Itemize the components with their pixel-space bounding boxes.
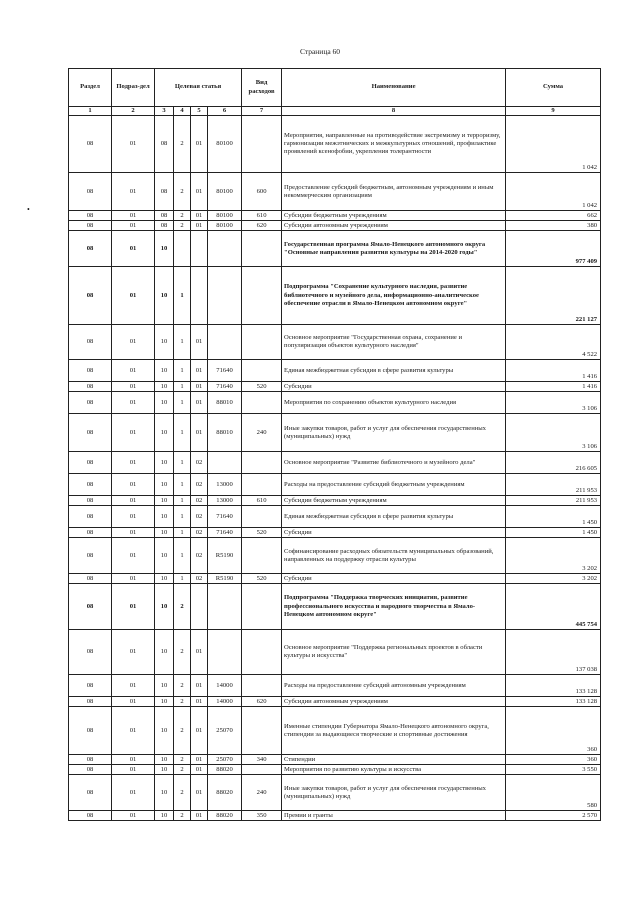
cell-direction: 71640 <box>208 382 242 392</box>
cell-direction: R5190 <box>208 574 242 584</box>
cell-event: 02 <box>191 506 208 528</box>
cell-event <box>191 231 208 267</box>
cell-sum: 3 202 <box>506 574 601 584</box>
budget-table <box>68 68 601 821</box>
cell-podrazdel: 01 <box>112 584 155 630</box>
cell-razdel: 08 <box>69 506 112 528</box>
cell-event: 01 <box>191 755 208 765</box>
cell-sum: 221 127 <box>506 267 601 325</box>
cell-name: Иные закупки товаров, работ и услуг для обеспечения государственных (муниципальных) нужд <box>282 414 506 452</box>
cell-expense-type: 600 <box>242 173 282 211</box>
cell-name: Субсидии <box>282 528 506 538</box>
cell-event: 01 <box>191 675 208 697</box>
cell-podrazdel: 01 <box>112 325 155 360</box>
cell-program: 10 <box>155 755 174 765</box>
cell-direction: 88020 <box>208 811 242 821</box>
cell-direction <box>208 452 242 474</box>
cell-sum: 445 754 <box>506 584 601 630</box>
cell-razdel: 08 <box>69 574 112 584</box>
cell-podrazdel: 01 <box>112 765 155 775</box>
cell-subprogram: 1 <box>174 392 191 414</box>
table-row <box>69 211 601 221</box>
cell-name: Единая межбюджетная субсидия в сфере развития культуры <box>282 506 506 528</box>
cell-expense-type: 240 <box>242 414 282 452</box>
cell-razdel: 08 <box>69 765 112 775</box>
cell-program: 10 <box>155 325 174 360</box>
cell-sum: 1 042 <box>506 116 601 173</box>
cell-podrazdel: 01 <box>112 414 155 452</box>
cell-expense-type: 350 <box>242 811 282 821</box>
cell-program: 10 <box>155 697 174 707</box>
cell-event: 02 <box>191 538 208 574</box>
margin-mark: • <box>27 205 30 214</box>
cell-sum: 211 953 <box>506 496 601 506</box>
cell-podrazdel: 01 <box>112 211 155 221</box>
cell-name: Субсидии автономным учреждениям <box>282 221 506 231</box>
cell-event: 01 <box>191 414 208 452</box>
table-row <box>69 697 601 707</box>
cell-razdel: 08 <box>69 211 112 221</box>
cell-sum: 360 <box>506 755 601 765</box>
cell-name: Субсидии автономным учреждениям <box>282 697 506 707</box>
cell-podrazdel: 01 <box>112 506 155 528</box>
cell-razdel: 08 <box>69 173 112 211</box>
cell-subprogram: 2 <box>174 765 191 775</box>
cell-direction: 80100 <box>208 116 242 173</box>
cell-podrazdel: 01 <box>112 360 155 382</box>
cell-subprogram: 2 <box>174 584 191 630</box>
cell-sum: 1 416 <box>506 360 601 382</box>
cell-razdel: 08 <box>69 697 112 707</box>
table-row <box>69 584 601 630</box>
cell-razdel: 08 <box>69 325 112 360</box>
column-number: 7 <box>242 107 282 116</box>
cell-name: Расходы на предоставление субсидий бюджетным учреждениям <box>282 474 506 496</box>
table-row <box>69 630 601 675</box>
cell-event: 01 <box>191 697 208 707</box>
cell-sum: 133 128 <box>506 697 601 707</box>
cell-subprogram <box>174 231 191 267</box>
table-row <box>69 775 601 811</box>
cell-program: 10 <box>155 574 174 584</box>
cell-name: Иные закупки товаров, работ и услуг для обеспечения государственных (муниципальных) нужд <box>282 775 506 811</box>
cell-direction: 25070 <box>208 755 242 765</box>
cell-direction: 80100 <box>208 221 242 231</box>
cell-subprogram: 1 <box>174 496 191 506</box>
table-row <box>69 414 601 452</box>
table-row <box>69 382 601 392</box>
column-number: 8 <box>282 107 506 116</box>
cell-name: Предоставление субсидий бюджетным, автономным учреждениям и иным некоммерческим организациям <box>282 173 506 211</box>
cell-direction: 88010 <box>208 414 242 452</box>
cell-expense-type <box>242 630 282 675</box>
cell-name: Государственная программа Ямало-Ненецкого автономного округа "Основные направления развития культуры на 2014-2020 годы" <box>282 231 506 267</box>
column-number: 2 <box>112 107 155 116</box>
cell-expense-type <box>242 392 282 414</box>
cell-program: 10 <box>155 496 174 506</box>
cell-direction: 14000 <box>208 697 242 707</box>
cell-podrazdel: 01 <box>112 267 155 325</box>
table-row <box>69 496 601 506</box>
table-row <box>69 325 601 360</box>
cell-podrazdel: 01 <box>112 173 155 211</box>
cell-program: 10 <box>155 382 174 392</box>
cell-expense-type <box>242 116 282 173</box>
cell-name: Мероприятия по развитию культуры и искусства <box>282 765 506 775</box>
cell-name: Подпрограмма "Сохранение культурного наследия, развитие библиотечного и музейного дела, информационно-аналитическое обеспечение отрасли в Ямало-Ненецком автономном округе" <box>282 267 506 325</box>
header-podrazdel: Подраз-дел <box>112 69 155 107</box>
cell-podrazdel: 01 <box>112 221 155 231</box>
cell-razdel: 08 <box>69 221 112 231</box>
cell-direction <box>208 325 242 360</box>
column-number: 3 <box>155 107 174 116</box>
cell-podrazdel: 01 <box>112 382 155 392</box>
header-target-article: Целевая статья <box>155 69 242 107</box>
cell-subprogram: 1 <box>174 574 191 584</box>
cell-direction: 14000 <box>208 675 242 697</box>
cell-expense-type: 240 <box>242 775 282 811</box>
table-row <box>69 116 601 173</box>
cell-program: 10 <box>155 528 174 538</box>
cell-expense-type <box>242 474 282 496</box>
cell-expense-type <box>242 538 282 574</box>
cell-razdel: 08 <box>69 382 112 392</box>
cell-razdel: 08 <box>69 707 112 755</box>
cell-name: Софинансирование расходных обязательств муниципальных образований, направленных на поддержку отрасли культуры <box>282 538 506 574</box>
cell-name: Премии и гранты <box>282 811 506 821</box>
table-row <box>69 811 601 821</box>
cell-direction: 71640 <box>208 528 242 538</box>
cell-razdel: 08 <box>69 392 112 414</box>
cell-event: 01 <box>191 221 208 231</box>
cell-razdel: 08 <box>69 528 112 538</box>
cell-event: 01 <box>191 325 208 360</box>
cell-name: Основное мероприятие "Поддержка региональных проектов в области культуры и искусства" <box>282 630 506 675</box>
cell-sum: 662 <box>506 211 601 221</box>
budget-rows <box>69 116 601 821</box>
cell-sum: 3 550 <box>506 765 601 775</box>
cell-event: 01 <box>191 811 208 821</box>
table-row <box>69 267 601 325</box>
cell-podrazdel: 01 <box>112 528 155 538</box>
cell-event: 01 <box>191 392 208 414</box>
cell-razdel: 08 <box>69 755 112 765</box>
cell-expense-type: 620 <box>242 221 282 231</box>
cell-program: 10 <box>155 414 174 452</box>
table-row <box>69 765 601 775</box>
cell-name: Мероприятия, направленные на противодействие экстремизму и терроризму, гармонизации межэтнических и межкультурных отношений, профилактике проявлений ксенофобии, укрепления толерантности <box>282 116 506 173</box>
cell-direction: 71640 <box>208 506 242 528</box>
cell-program: 10 <box>155 392 174 414</box>
cell-subprogram: 1 <box>174 538 191 574</box>
cell-sum: 216 605 <box>506 452 601 474</box>
cell-direction <box>208 267 242 325</box>
cell-program: 10 <box>155 811 174 821</box>
cell-subprogram: 2 <box>174 630 191 675</box>
cell-sum: 1 042 <box>506 173 601 211</box>
cell-subprogram: 1 <box>174 452 191 474</box>
cell-program: 10 <box>155 267 174 325</box>
cell-subprogram: 2 <box>174 221 191 231</box>
cell-razdel: 08 <box>69 231 112 267</box>
cell-razdel: 08 <box>69 775 112 811</box>
cell-name: Расходы на предоставление субсидий автономным учреждениям <box>282 675 506 697</box>
cell-subprogram: 1 <box>174 474 191 496</box>
cell-subprogram: 1 <box>174 267 191 325</box>
cell-program: 10 <box>155 474 174 496</box>
cell-direction: 88020 <box>208 775 242 811</box>
cell-expense-type <box>242 267 282 325</box>
cell-podrazdel: 01 <box>112 452 155 474</box>
cell-program: 10 <box>155 231 174 267</box>
cell-sum: 1 416 <box>506 382 601 392</box>
header-expense-type: Вид расходов <box>242 69 282 107</box>
cell-name: Субсидии бюджетным учреждениям <box>282 496 506 506</box>
cell-expense-type: 610 <box>242 211 282 221</box>
cell-event: 02 <box>191 474 208 496</box>
cell-expense-type: 520 <box>242 528 282 538</box>
cell-expense-type <box>242 452 282 474</box>
cell-direction: 13000 <box>208 496 242 506</box>
table-row <box>69 221 601 231</box>
cell-program: 10 <box>155 707 174 755</box>
cell-event: 01 <box>191 211 208 221</box>
column-number: 9 <box>506 107 601 116</box>
cell-subprogram: 2 <box>174 697 191 707</box>
header-razdel: Раздел <box>69 69 112 107</box>
cell-expense-type <box>242 675 282 697</box>
cell-podrazdel: 01 <box>112 538 155 574</box>
cell-podrazdel: 01 <box>112 755 155 765</box>
cell-program: 10 <box>155 360 174 382</box>
cell-razdel: 08 <box>69 630 112 675</box>
cell-program: 10 <box>155 538 174 574</box>
cell-podrazdel: 01 <box>112 392 155 414</box>
cell-expense-type <box>242 506 282 528</box>
cell-subprogram: 2 <box>174 173 191 211</box>
cell-podrazdel: 01 <box>112 474 155 496</box>
cell-subprogram: 1 <box>174 414 191 452</box>
cell-event: 02 <box>191 528 208 538</box>
cell-event: 01 <box>191 775 208 811</box>
table-row <box>69 360 601 382</box>
cell-sum: 1 450 <box>506 528 601 538</box>
cell-name: Субсидии бюджетным учреждениям <box>282 211 506 221</box>
cell-name: Субсидии <box>282 574 506 584</box>
table-row <box>69 675 601 697</box>
cell-sum: 3 202 <box>506 538 601 574</box>
cell-subprogram: 2 <box>174 775 191 811</box>
cell-direction: 71640 <box>208 360 242 382</box>
cell-sum: 1 450 <box>506 506 601 528</box>
cell-sum: 3 106 <box>506 414 601 452</box>
cell-razdel: 08 <box>69 414 112 452</box>
table-row <box>69 574 601 584</box>
cell-direction <box>208 231 242 267</box>
cell-subprogram: 2 <box>174 811 191 821</box>
cell-razdel: 08 <box>69 452 112 474</box>
table-row <box>69 707 601 755</box>
cell-program: 08 <box>155 221 174 231</box>
cell-razdel: 08 <box>69 538 112 574</box>
cell-direction <box>208 630 242 675</box>
cell-podrazdel: 01 <box>112 116 155 173</box>
cell-podrazdel: 01 <box>112 811 155 821</box>
cell-subprogram: 1 <box>174 506 191 528</box>
cell-event: 02 <box>191 574 208 584</box>
cell-razdel: 08 <box>69 360 112 382</box>
column-number: 1 <box>69 107 112 116</box>
cell-expense-type: 520 <box>242 382 282 392</box>
cell-direction: 88020 <box>208 765 242 775</box>
cell-podrazdel: 01 <box>112 707 155 755</box>
cell-subprogram: 1 <box>174 360 191 382</box>
cell-subprogram: 1 <box>174 325 191 360</box>
cell-program: 10 <box>155 765 174 775</box>
cell-podrazdel: 01 <box>112 231 155 267</box>
cell-expense-type <box>242 707 282 755</box>
cell-direction: 25070 <box>208 707 242 755</box>
cell-event <box>191 584 208 630</box>
cell-razdel: 08 <box>69 496 112 506</box>
cell-podrazdel: 01 <box>112 697 155 707</box>
cell-subprogram: 2 <box>174 675 191 697</box>
cell-event: 01 <box>191 173 208 211</box>
cell-podrazdel: 01 <box>112 574 155 584</box>
cell-expense-type <box>242 325 282 360</box>
cell-expense-type <box>242 584 282 630</box>
cell-event: 01 <box>191 707 208 755</box>
cell-razdel: 08 <box>69 675 112 697</box>
cell-name: Именные стипендии Губернатора Ямало-Ненецкого автономного округа, стипендии за выдающиеся творческие и спортивные достижения <box>282 707 506 755</box>
cell-program: 10 <box>155 675 174 697</box>
table-row <box>69 528 601 538</box>
table-row <box>69 474 601 496</box>
cell-podrazdel: 01 <box>112 496 155 506</box>
cell-direction: 80100 <box>208 173 242 211</box>
cell-subprogram: 2 <box>174 211 191 221</box>
column-number: 5 <box>191 107 208 116</box>
cell-name: Стипендии <box>282 755 506 765</box>
cell-podrazdel: 01 <box>112 630 155 675</box>
cell-program: 10 <box>155 775 174 811</box>
cell-subprogram: 2 <box>174 707 191 755</box>
cell-event: 01 <box>191 382 208 392</box>
cell-sum: 380 <box>506 221 601 231</box>
cell-event: 01 <box>191 360 208 382</box>
cell-expense-type: 620 <box>242 697 282 707</box>
cell-direction: R5190 <box>208 538 242 574</box>
cell-program: 08 <box>155 173 174 211</box>
cell-razdel: 08 <box>69 474 112 496</box>
cell-event: 01 <box>191 765 208 775</box>
cell-sum: 580 <box>506 775 601 811</box>
cell-name: Мероприятия по сохранению объектов культурного наследия <box>282 392 506 414</box>
cell-program: 10 <box>155 506 174 528</box>
cell-razdel: 08 <box>69 584 112 630</box>
column-number: 6 <box>208 107 242 116</box>
cell-sum: 977 409 <box>506 231 601 267</box>
cell-name: Субсидии <box>282 382 506 392</box>
cell-event: 02 <box>191 496 208 506</box>
cell-direction: 13000 <box>208 474 242 496</box>
cell-event: 02 <box>191 452 208 474</box>
cell-direction <box>208 584 242 630</box>
cell-sum: 133 128 <box>506 675 601 697</box>
cell-subprogram: 2 <box>174 116 191 173</box>
table-row <box>69 538 601 574</box>
cell-podrazdel: 01 <box>112 675 155 697</box>
cell-sum: 211 953 <box>506 474 601 496</box>
column-number: 4 <box>174 107 191 116</box>
cell-expense-type: 340 <box>242 755 282 765</box>
table-row <box>69 231 601 267</box>
header-row <box>69 69 601 107</box>
cell-name: Основное мероприятие "Государственная охрана, сохранение и популяризация объектов культурного наследия" <box>282 325 506 360</box>
cell-expense-type <box>242 231 282 267</box>
cell-program: 10 <box>155 584 174 630</box>
table-row <box>69 173 601 211</box>
table-row <box>69 452 601 474</box>
header-sum: Сумма <box>506 69 601 107</box>
table-row <box>69 506 601 528</box>
cell-subprogram: 2 <box>174 755 191 765</box>
cell-name: Подпрограмма "Поддержка творческих инициатив, развитие профессионального искусства и народного творчества в Ямало-Ненецком автономном округе" <box>282 584 506 630</box>
cell-expense-type: 520 <box>242 574 282 584</box>
cell-expense-type <box>242 360 282 382</box>
cell-subprogram: 1 <box>174 382 191 392</box>
cell-name: Основное мероприятие "Развитие библиотечного и музейного дела" <box>282 452 506 474</box>
cell-podrazdel: 01 <box>112 775 155 811</box>
cell-expense-type: 610 <box>242 496 282 506</box>
cell-program: 08 <box>155 116 174 173</box>
cell-sum: 360 <box>506 707 601 755</box>
page-label: Страница 60 <box>299 47 341 56</box>
cell-sum: 2 570 <box>506 811 601 821</box>
table-row <box>69 755 601 765</box>
cell-sum: 4 522 <box>506 325 601 360</box>
cell-program: 10 <box>155 630 174 675</box>
cell-sum: 137 038 <box>506 630 601 675</box>
cell-subprogram: 1 <box>174 528 191 538</box>
cell-direction: 88010 <box>208 392 242 414</box>
cell-razdel: 08 <box>69 116 112 173</box>
cell-razdel: 08 <box>69 811 112 821</box>
cell-name: Единая межбюджетная субсидия в сфере развития культуры <box>282 360 506 382</box>
cell-razdel: 08 <box>69 267 112 325</box>
cell-sum: 3 106 <box>506 392 601 414</box>
column-number-row <box>69 107 601 116</box>
cell-event <box>191 267 208 325</box>
header-name: Наименование <box>282 69 506 107</box>
cell-program: 08 <box>155 211 174 221</box>
cell-event: 01 <box>191 630 208 675</box>
cell-event: 01 <box>191 116 208 173</box>
cell-program: 10 <box>155 452 174 474</box>
table-row <box>69 392 601 414</box>
cell-direction: 80100 <box>208 211 242 221</box>
cell-expense-type <box>242 765 282 775</box>
